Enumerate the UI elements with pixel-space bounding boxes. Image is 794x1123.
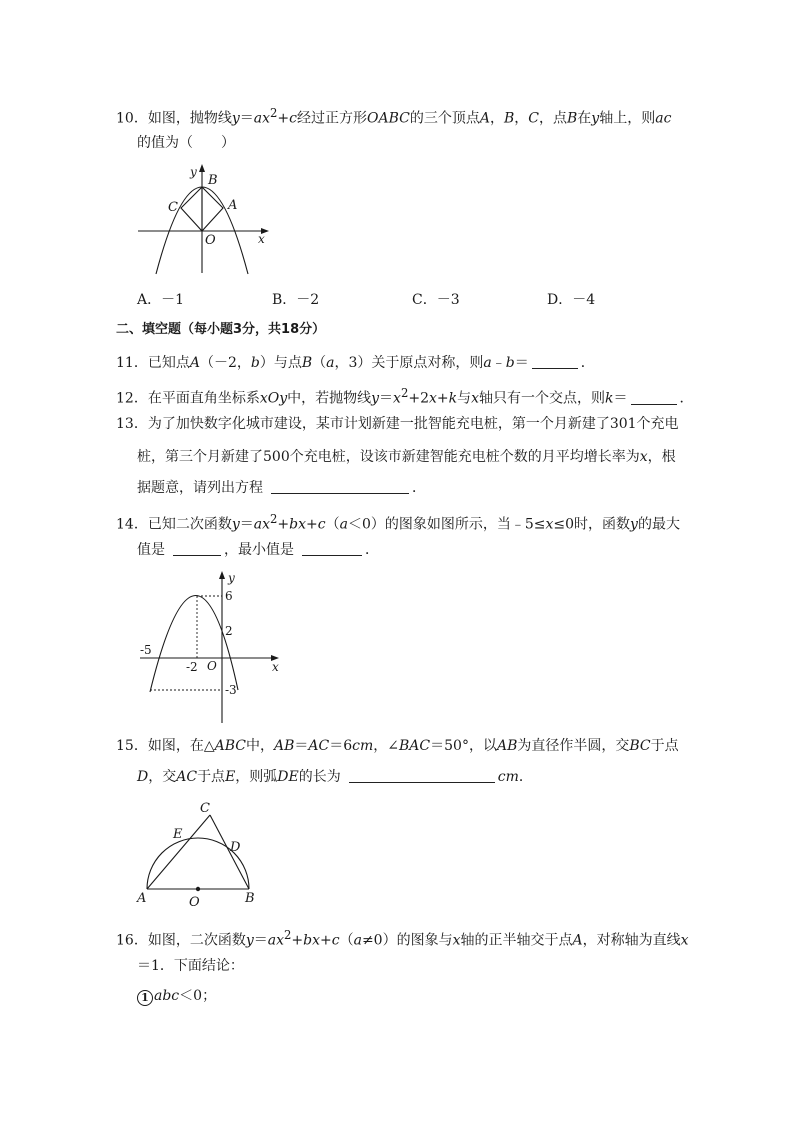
text: （: [325, 516, 340, 533]
text: 已知点: [147, 355, 190, 371]
q12-number: 12．: [116, 390, 148, 407]
text: ﹣: [491, 355, 506, 371]
text: k: [605, 390, 614, 407]
text: B: [503, 110, 515, 127]
text: x: [639, 449, 648, 465]
label-x: x: [258, 232, 265, 246]
label-a: A: [228, 198, 238, 213]
text: AB: [496, 738, 518, 754]
q16-number: 16．: [116, 932, 148, 949]
text: （: [312, 355, 327, 371]
text: A: [189, 355, 200, 371]
text: 据题意，请列出方程: [137, 480, 263, 496]
text: 在平面直角坐标系: [147, 390, 260, 407]
text: ax: [253, 110, 270, 127]
text: ，根: [647, 449, 676, 465]
text: ＝6: [329, 738, 353, 754]
text: ＝50°，以: [430, 738, 497, 754]
text: y: [245, 932, 254, 949]
text: ＜0；: [179, 988, 217, 1004]
q14-number: 14．: [116, 516, 148, 533]
text: AC: [308, 738, 330, 754]
label-c: C: [168, 200, 178, 215]
q16-item1: [137, 986, 216, 1006]
text: B: [301, 355, 313, 371]
text: ．: [365, 542, 379, 558]
text: 已知二次函数: [147, 516, 232, 533]
text: ＝: [379, 390, 394, 407]
label-neg2: -2: [186, 660, 198, 674]
text: 的三个顶点: [409, 110, 480, 127]
text: 如图，在△: [147, 738, 215, 754]
text: ，交: [148, 769, 177, 785]
label-x: x: [272, 660, 279, 674]
text: ＝: [294, 738, 309, 754]
text: 桩，第三个月新建了500个充电桩，设该市新建智能充电桩个数的月平均增长率为: [137, 449, 640, 465]
text: k: [448, 390, 458, 407]
text: 轴上，则: [599, 110, 656, 127]
text: +: [291, 932, 304, 949]
text: x: [429, 390, 437, 407]
text: A: [572, 932, 583, 949]
q10-line2: 的值为（ ）: [137, 135, 235, 151]
text: DE: [277, 769, 299, 785]
label-b: B: [245, 891, 255, 906]
q15-number: 15．: [116, 738, 148, 754]
text: c: [289, 110, 297, 127]
center-point: [196, 887, 200, 891]
text: OABC: [367, 110, 410, 127]
text: +: [436, 390, 449, 407]
text: a: [483, 355, 492, 371]
text: x: [452, 932, 461, 949]
text: 轴的正半轴交于点: [460, 932, 573, 949]
text: x: [393, 390, 401, 407]
text: c: [317, 516, 326, 533]
text: ax: [267, 932, 284, 949]
label-6: 6: [225, 589, 233, 603]
text: （－2，: [199, 355, 251, 371]
q10-option-a[interactable]: A．－1: [137, 292, 185, 308]
text: c: [331, 932, 340, 949]
text: a: [339, 516, 348, 533]
text: ＝: [239, 110, 254, 127]
q10-option-b[interactable]: B．－2: [272, 292, 320, 308]
text: E: [225, 769, 236, 785]
text: 如图，二次函数: [147, 932, 246, 949]
q10-option-d[interactable]: D．－4: [547, 292, 596, 308]
text: BAC: [399, 738, 431, 754]
text: ＝: [613, 390, 628, 407]
q10-option-c[interactable]: C．－3: [412, 292, 460, 308]
label-c: C: [200, 801, 210, 816]
text: ）与点: [259, 355, 302, 371]
text: AB: [273, 738, 295, 754]
text: bx: [303, 932, 321, 949]
text: y: [591, 110, 600, 127]
label-o: O: [189, 895, 200, 910]
text: ，点: [539, 110, 567, 127]
label-a: A: [137, 891, 147, 906]
text: ，∠: [373, 738, 399, 754]
text: ≤0时，函数: [553, 516, 631, 533]
text: 2: [270, 512, 278, 526]
label-y: y: [228, 571, 235, 585]
text: ，: [514, 110, 529, 127]
text: （: [339, 932, 354, 949]
text: ＝: [239, 516, 254, 533]
text: +: [277, 110, 290, 127]
text: b: [505, 355, 515, 371]
q16-line2: ＝1．下面结论：: [137, 958, 244, 974]
text: 在: [577, 110, 592, 127]
text: cm: [352, 738, 374, 754]
text: ．: [518, 769, 533, 785]
text: ．: [412, 480, 426, 496]
text: ax: [253, 516, 270, 533]
text: +2: [408, 390, 430, 407]
text: 中，若抛物线: [287, 390, 372, 407]
q16-line1: [116, 925, 689, 951]
text: y: [371, 390, 380, 407]
q11-number: 11．: [116, 355, 148, 371]
text: y: [231, 110, 240, 127]
text: 轴只有一个交点，则: [479, 390, 606, 407]
text: 经过正方形: [297, 110, 367, 127]
text: 2: [284, 928, 292, 942]
text: +: [306, 516, 318, 533]
text: 中，: [245, 738, 274, 754]
text: ≠0）的图象与: [361, 932, 453, 949]
text: abc: [154, 988, 180, 1004]
text: 值是: [137, 542, 165, 558]
text: 如图，抛物线: [147, 110, 232, 127]
text: 2: [400, 386, 409, 400]
text: ，则弧: [235, 769, 278, 785]
q13-number: 13．: [116, 416, 148, 432]
text: ＝: [253, 932, 268, 949]
text: 的长为: [298, 769, 341, 785]
section-title: 二、填空题（每小题3分，共18分）: [116, 322, 326, 337]
label-o: O: [207, 659, 217, 673]
text: D: [137, 769, 149, 785]
text: ，对称轴为直线: [582, 932, 681, 949]
text: x: [680, 932, 689, 949]
text: ．: [580, 355, 595, 371]
text: 于点: [197, 769, 226, 785]
text: bx: [289, 516, 307, 533]
text: C: [528, 110, 539, 127]
text: ＜0）的图象如图所示，当﹣5≤: [347, 516, 546, 533]
text: b: [250, 355, 260, 371]
text: ＝: [514, 355, 529, 371]
text: ，3）关于原点对称，则: [334, 355, 484, 371]
label-b: B: [208, 173, 218, 188]
text: y: [231, 516, 240, 533]
label-e: E: [173, 827, 183, 842]
text: A: [479, 110, 490, 127]
text: cm: [497, 769, 519, 785]
text: ，: [489, 110, 504, 127]
text: 为直径作半圆，交: [517, 738, 630, 754]
text: xOy: [259, 390, 288, 407]
text: 为了加快数字化城市建设，某市计划新建一批智能充电桩，第一个月新建了301个充电: [147, 416, 679, 432]
text: y: [630, 516, 638, 533]
label-o: O: [205, 233, 216, 248]
label-neg5: -5: [140, 643, 152, 657]
text: 2: [270, 106, 278, 120]
circled-number-icon: 1: [137, 990, 153, 1006]
text: BC: [629, 738, 651, 754]
text: ac: [655, 110, 672, 127]
label-d: D: [230, 840, 241, 855]
text: ABC: [214, 738, 246, 754]
text: +: [320, 932, 332, 949]
label-neg3: -3: [225, 683, 237, 697]
text: ，最小值是: [224, 542, 294, 558]
text: 于点: [650, 738, 679, 754]
text: 的最大: [637, 516, 680, 533]
q10-number: 10．: [116, 110, 148, 127]
text: AC: [176, 769, 198, 785]
text: ．: [679, 390, 694, 407]
label-2: 2: [225, 624, 233, 638]
text: x: [471, 390, 480, 407]
text: +: [277, 516, 290, 533]
text: a: [326, 355, 335, 371]
text: 与: [457, 390, 472, 407]
text: B: [567, 110, 578, 127]
label-y: y: [190, 165, 197, 179]
text: x: [545, 516, 554, 533]
text: a: [353, 932, 362, 949]
